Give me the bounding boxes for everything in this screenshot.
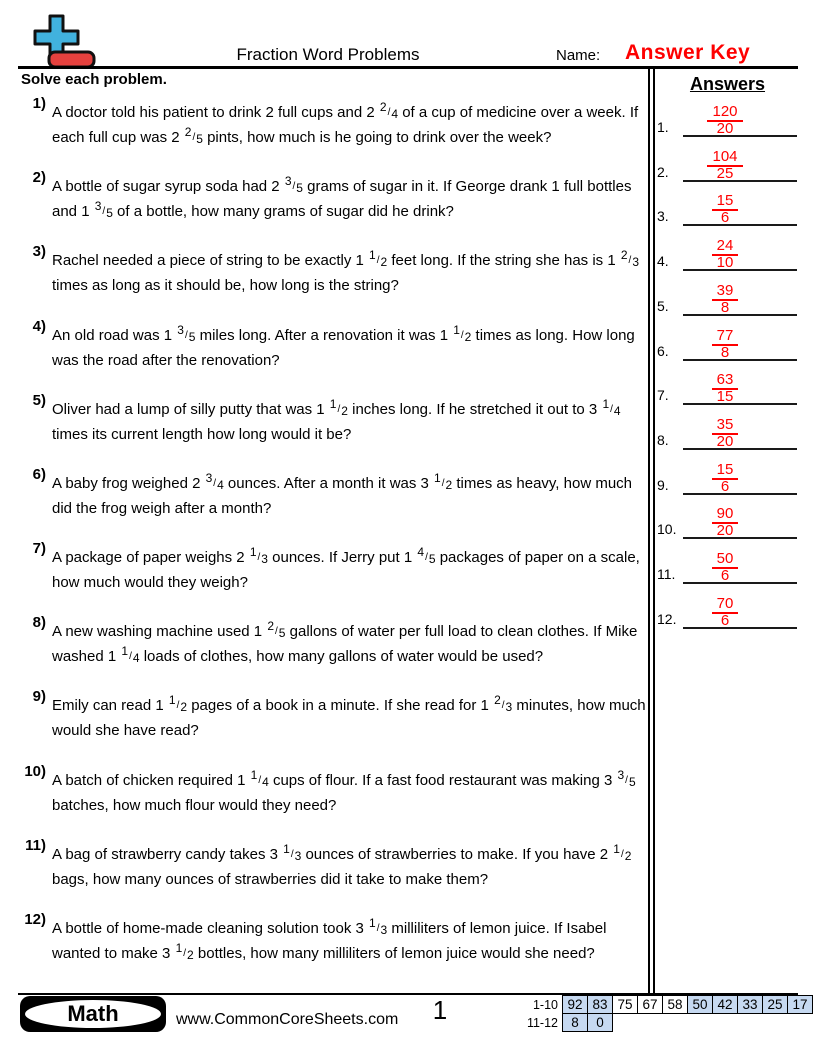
score-cell: 25 [762, 995, 788, 1014]
inline-fraction [175, 941, 194, 962]
answer-fraction [675, 104, 775, 135]
answer-fraction-denominator: 8 [720, 344, 730, 361]
website-text: www.CommonCoreSheets.com [176, 1011, 399, 1028]
fraction-numerator: 1 [602, 397, 610, 411]
problem-item [0, 392, 650, 446]
fraction-numerator: 1 [175, 941, 183, 955]
answer-fraction-numerator: 120 [707, 104, 742, 122]
fraction-numerator: 3 [177, 323, 184, 337]
fraction-denominator: 3 [632, 255, 639, 269]
inline-fraction [612, 842, 632, 863]
inline-fraction [282, 842, 302, 863]
problem-number: 6) [32, 466, 46, 483]
score-cell: 17 [787, 995, 813, 1014]
inline-fraction [433, 471, 453, 492]
problem-text: A bag of strawberry candy takes 3 $^1$/3 ounces of strawberries to make. If you have 2 $^1$/2 bags, how many ounces of strawberries did it take to make them? [52, 842, 632, 888]
answer-fraction [675, 372, 775, 403]
subject-badge [20, 996, 166, 1032]
answer-fraction-numerator: 24 [712, 238, 739, 256]
problem-number: 3) [32, 243, 46, 260]
fraction-denominator: 4 [262, 775, 269, 789]
answer-number: 12. [657, 611, 677, 627]
fraction-slash: / [257, 552, 261, 563]
answer-fraction [675, 417, 775, 448]
fraction-slash: / [290, 849, 294, 860]
fraction-numerator: 3 [94, 199, 102, 213]
problem-text: A baby frog weighed 2 $^3$/4 ounces. After a month it was 3 $^1$/2 times as heavy, how much did the frog weigh after a month? [52, 471, 632, 517]
answer-fraction-numerator: 39 [712, 283, 739, 301]
inline-fraction [284, 174, 303, 195]
score-cell: 33 [737, 995, 763, 1014]
fraction-numerator: 1 [250, 768, 258, 782]
inline-fraction [601, 397, 621, 418]
answer-fraction-numerator: 90 [712, 506, 739, 524]
answer-fraction-numerator: 77 [712, 328, 739, 346]
problem-text: Oliver had a lump of silly putty that was 1 $^1$/2 inches long. If he stretched it out to 3 $^1$/4 times its current length how long would it be? [52, 397, 621, 443]
problem-text: An old road was 1 $^3$/5 miles long. After a renovation it was 1 $^1$/2 times as long. How long was the road after the renovation? [52, 323, 635, 369]
fraction-denominator: 2 [380, 255, 388, 269]
fraction-denominator: 5 [428, 552, 436, 566]
score-cell: 8 [562, 1013, 588, 1032]
problem-number: 10) [24, 763, 46, 780]
inline-fraction [266, 619, 286, 640]
score-row-label: 11-12 [526, 1015, 558, 1030]
answer-fraction [675, 193, 775, 224]
fraction-numerator: 1 [329, 397, 337, 411]
fraction-denominator: 4 [391, 107, 399, 121]
problem-number: 2) [32, 169, 46, 186]
answer-number: 11. [657, 566, 676, 582]
fraction-denominator: 3 [505, 700, 513, 714]
answer-fraction-denominator: 20 [716, 120, 734, 137]
inline-fraction [168, 693, 188, 714]
fraction-denominator: 4 [613, 404, 621, 418]
answer-blank-line [683, 627, 797, 629]
answer-fraction-denominator: 6 [720, 209, 730, 226]
problem-item [0, 911, 650, 967]
fraction-slash: / [387, 107, 391, 118]
inline-fraction [368, 916, 388, 937]
answer-fraction [675, 596, 775, 627]
problem-text: Emily can read 1 $^1$/2 pages of a book in a minute. If she read for 1 $^2$/3 minutes, how much would she have read? [52, 693, 646, 739]
score-cell: 83 [587, 995, 613, 1014]
problem-item [0, 763, 650, 817]
fraction-numerator: 1 [249, 545, 257, 559]
problem-text: A new washing machine used 1 $^2$/5 gallons of water per full load to clean clothes. If Mike washed 1 $^1$/4 loads of clothes, how many gallons of water would be used? [52, 619, 638, 665]
answer-fraction-numerator: 15 [712, 193, 739, 211]
fraction-slash: / [441, 478, 445, 489]
answer-number: 6. [657, 343, 669, 359]
answer-fraction [675, 506, 775, 537]
problem-text: A doctor told his patient to drink 2 full cups and 2 $^2$/4 of a cup of medicine over a week. If each full cup was 2 $^2$/5 pints, how much is he going to drink over the week? [52, 100, 639, 146]
problem-number: 5) [32, 392, 46, 409]
answer-key-label: Answer Key [625, 41, 751, 64]
problem-text: Rachel needed a piece of string to be exactly 1 $^1$/2 feet long. If the string she has is 1 $^2$/3 times as long as it should be, how long is the string? [52, 248, 639, 294]
answer-number: 9. [657, 477, 669, 493]
fraction-numerator: 2 [494, 693, 501, 707]
fraction-numerator: 2 [379, 100, 387, 114]
fraction-denominator: 5 [196, 132, 203, 146]
fraction-slash: / [337, 404, 341, 415]
fraction-slash: / [625, 775, 628, 786]
answer-fraction-denominator: 6 [720, 478, 730, 495]
inline-fraction [249, 545, 268, 566]
fraction-denominator: 2 [180, 700, 188, 714]
fraction-numerator: 2 [620, 248, 628, 262]
instruction-text: Solve each problem. [21, 71, 167, 88]
score-row-label: 1-10 [532, 997, 558, 1012]
fraction-denominator: 4 [217, 478, 224, 492]
score-cell: 67 [637, 995, 663, 1014]
inline-fraction [616, 768, 636, 789]
inline-fraction [250, 768, 269, 789]
score-table [511, 995, 813, 1032]
fraction-slash: / [620, 849, 624, 860]
answer-item [655, 180, 798, 226]
fraction-denominator: 4 [132, 651, 140, 665]
inline-fraction [184, 125, 203, 146]
answer-fraction [675, 283, 775, 314]
answer-item [655, 136, 798, 182]
problem-item [0, 243, 650, 297]
answer-fraction-denominator: 25 [716, 165, 734, 182]
inline-fraction [368, 248, 388, 269]
problem-item [0, 169, 650, 225]
fraction-numerator: 1 [168, 693, 176, 707]
problem-text: A bottle of home-made cleaning solution took 3 $^1$/3 milliliters of lemon juice. If Isabel wanted to make 3 $^1$/2 bottles, how many milliliters of lemon juice would she need? [52, 916, 607, 962]
inline-fraction [94, 199, 113, 220]
answer-item [655, 91, 798, 137]
inline-fraction [379, 100, 399, 121]
fraction-denominator: 5 [278, 626, 286, 640]
fraction-denominator: 2 [445, 478, 453, 492]
score-cell: 58 [662, 995, 688, 1014]
score-cell: 75 [612, 995, 638, 1014]
problem-number: 12) [24, 911, 46, 928]
fraction-denominator: 2 [341, 404, 348, 418]
answer-item [655, 404, 798, 450]
answer-item [655, 449, 798, 495]
problem-item [0, 95, 650, 151]
inline-fraction [176, 323, 196, 344]
fraction-denominator: 5 [296, 181, 303, 195]
answer-item [655, 583, 798, 629]
worksheet-title: Fraction Word Problems [236, 45, 420, 64]
answer-number: 4. [657, 253, 669, 269]
problem-item [0, 318, 650, 372]
score-row [511, 1013, 813, 1032]
fraction-numerator: 3 [205, 471, 213, 485]
fraction-slash: / [258, 775, 262, 786]
answer-fraction-denominator: 15 [716, 388, 734, 405]
inline-fraction [416, 545, 436, 566]
fraction-slash: / [102, 206, 106, 217]
answer-fraction [675, 462, 775, 493]
fraction-slash: / [610, 404, 613, 415]
fraction-numerator: 1 [453, 323, 460, 337]
fraction-slash: / [425, 552, 428, 563]
answers-heading: Answers [689, 74, 766, 94]
fraction-denominator: 5 [106, 206, 113, 220]
problem-item [0, 688, 650, 742]
answer-item [655, 359, 798, 405]
fraction-numerator: 1 [121, 644, 129, 658]
answer-number: 5. [657, 298, 669, 314]
answer-fraction [675, 149, 775, 180]
fraction-denominator: 2 [187, 948, 194, 962]
answer-fraction-denominator: 20 [716, 522, 734, 539]
answer-item [655, 538, 798, 584]
fraction-slash: / [628, 255, 632, 266]
inline-fraction [205, 471, 224, 492]
fraction-denominator: 2 [464, 330, 472, 344]
problem-number: 7) [32, 540, 46, 557]
fraction-slash: / [501, 700, 505, 711]
fraction-slash: / [129, 651, 132, 662]
problem-number: 11) [25, 837, 46, 854]
problem-text: A bottle of sugar syrup soda had 2 $^3$/5 grams of sugar in it. If George drank 1 full bottles and 1 $^3$/5 of a bottle, how many grams of sugar did he drink? [52, 174, 632, 220]
fraction-slash: / [376, 923, 380, 934]
inline-fraction [493, 693, 513, 714]
fraction-slash: / [213, 478, 217, 489]
answer-item [655, 493, 798, 539]
fraction-numerator: 4 [417, 545, 425, 559]
fraction-numerator: 1 [434, 471, 441, 485]
problem-item [0, 614, 650, 670]
answer-fraction-numerator: 70 [712, 596, 739, 614]
name-label: Name: [556, 47, 601, 64]
answer-fraction-numerator: 63 [712, 372, 739, 390]
inline-fraction [120, 644, 140, 665]
answer-number: 7. [657, 387, 669, 403]
answer-fraction [675, 551, 775, 582]
answer-number: 10. [657, 521, 677, 537]
answer-fraction-denominator: 20 [716, 433, 734, 450]
problem-number: 4) [32, 318, 46, 335]
answer-item [655, 225, 798, 271]
answer-fraction-numerator: 50 [712, 551, 739, 569]
fraction-slash: / [376, 255, 380, 266]
inline-fraction [620, 248, 639, 269]
fraction-slash: / [176, 700, 180, 711]
fraction-denominator: 5 [188, 330, 196, 344]
problem-item [0, 466, 650, 520]
answer-fraction-denominator: 6 [720, 612, 730, 629]
fraction-numerator: 1 [283, 842, 290, 856]
answer-number: 8. [657, 432, 669, 448]
subject-badge-label: Math [67, 1001, 119, 1026]
answer-fraction [675, 328, 775, 359]
fraction-denominator: 3 [380, 923, 388, 937]
answer-fraction-denominator: 6 [720, 567, 730, 584]
answer-number: 3. [657, 208, 669, 224]
score-cell: 50 [687, 995, 713, 1014]
fraction-slash: / [183, 948, 187, 959]
answer-fraction-numerator: 104 [707, 149, 742, 167]
problem-item [0, 540, 650, 594]
fraction-slash: / [275, 626, 278, 637]
fraction-numerator: 1 [369, 916, 376, 930]
problem-number: 8) [32, 614, 46, 631]
fraction-denominator: 5 [628, 775, 636, 789]
score-row [511, 995, 813, 1014]
fraction-denominator: 3 [261, 552, 268, 566]
answer-item [655, 315, 798, 361]
answer-number: 2. [657, 164, 669, 180]
score-cell: 0 [587, 1013, 613, 1032]
problem-item [0, 837, 650, 891]
header-rule [18, 66, 798, 69]
problem-number: 9) [32, 688, 46, 705]
fraction-numerator: 3 [617, 768, 625, 782]
fraction-numerator: 2 [267, 619, 274, 633]
answer-item [655, 270, 798, 316]
fraction-denominator: 3 [294, 849, 302, 863]
fraction-denominator: 2 [624, 849, 632, 863]
fraction-slash: / [192, 132, 196, 143]
answer-fraction-denominator: 8 [720, 299, 730, 316]
problem-text: A batch of chicken required 1 $^1$/4 cups of flour. If a fast food restaurant was making 3 $^3$/5 batches, how much flour would they need? [52, 768, 636, 814]
fraction-slash: / [460, 330, 464, 341]
fraction-numerator: 2 [184, 125, 192, 139]
answer-number: 1. [657, 119, 669, 135]
fraction-numerator: 1 [613, 842, 620, 856]
page-number: 1 [432, 995, 448, 1025]
answer-fraction [675, 238, 775, 269]
fraction-numerator: 3 [284, 174, 292, 188]
score-cell: 42 [712, 995, 738, 1014]
inline-fraction [452, 323, 472, 344]
answer-fraction-numerator: 15 [712, 462, 739, 480]
problem-number: 1) [32, 95, 46, 112]
score-cell: 92 [562, 995, 588, 1014]
fraction-slash: / [184, 330, 188, 341]
fraction-numerator: 1 [369, 248, 376, 262]
answer-fraction-denominator: 10 [716, 254, 734, 271]
inline-fraction [329, 397, 348, 418]
problem-text: A package of paper weighs 2 $^1$/3 ounces. If Jerry put 1 $^4$/5 packages of paper on a scale, how much would they weigh? [52, 545, 640, 591]
fraction-slash: / [292, 181, 296, 192]
answer-fraction-numerator: 35 [712, 417, 739, 435]
